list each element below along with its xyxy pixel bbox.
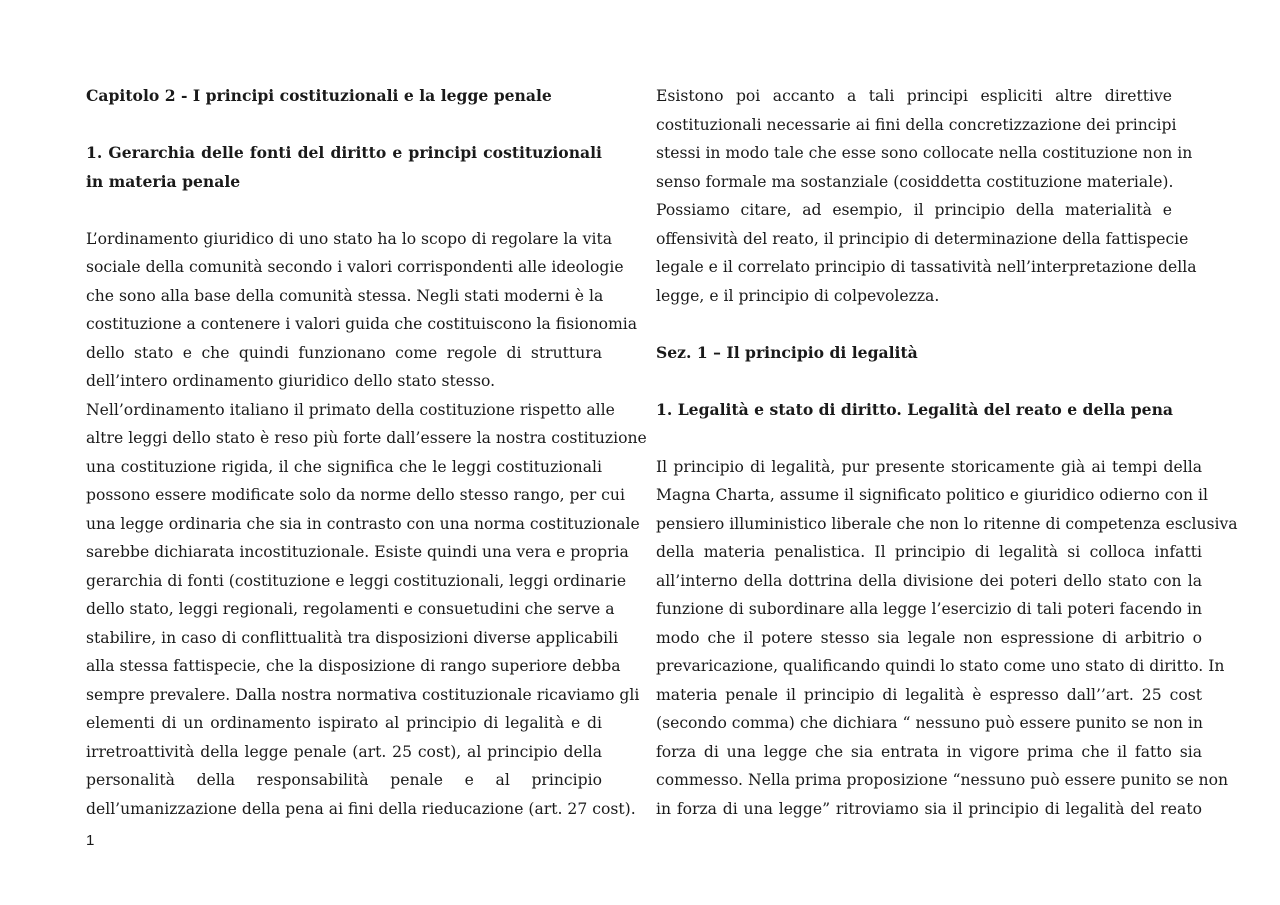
text-line: elementi di un ordinamento ispirato al principio di legalità e di: [86, 714, 602, 732]
text-line: una costituzione rigida, il che significa che le leggi costituzionali: [86, 457, 602, 476]
chapter-title: Capitolo 2 - I principi costituzionali e la legge penale: [86, 86, 552, 105]
spacer: [86, 111, 602, 140]
text-line: Il principio di legalità, pur presente storicamente già ai tempi della: [656, 457, 1202, 476]
text-line: materia penale il principio di legalità è espresso dall’’art. 25 cost: [656, 685, 1202, 704]
left-column: [86, 82, 647, 823]
text-line: irretroattività della legge penale (art. 25 cost), al principio della: [86, 742, 602, 761]
text-line: all’interno della dottrina della divisione dei poteri dello stato con la: [656, 571, 1202, 590]
text-line: legge, e il principio di colpevolezza.: [656, 286, 940, 305]
text-line: legale e il correlato principio di tassatività nell’interpretazione della: [656, 258, 1197, 276]
spacer: [656, 310, 1202, 339]
section-heading-line: in materia penale: [86, 171, 241, 191]
text-line: in forza di una legge” ritroviamo sia il principio di legalità del reato: [656, 799, 1202, 818]
spacer: [656, 367, 1202, 396]
text-line: Magna Charta, assume il significato politico e giuridico odierno con il: [656, 486, 1208, 504]
text-line: senso formale ma sostanziale (cosiddetta costituzione materiale).: [656, 172, 1174, 191]
text-line: della materia penalistica. Il principio di legalità si colloca infatti: [656, 543, 1202, 561]
text-line: L’ordinamento giuridico di uno stato ha lo scopo di regolare la vita: [86, 229, 613, 248]
text-line: alla stessa fattispecie, che la disposizione di rango superiore debba: [86, 657, 621, 675]
text-line: forza di una legge che sia entrata in vigore prima che il fatto sia: [656, 742, 1202, 761]
text-line: altre leggi dello stato è reso più forte dall’essere la nostra costituzione: [86, 429, 647, 447]
text-line: sarebbe dichiarata incostituzionale. Esiste quindi una vera e propria: [86, 543, 629, 561]
text-line: prevaricazione, qualificando quindi lo stato come uno stato di diritto. In: [656, 657, 1225, 675]
section-heading-line: 1. Gerarchia delle fonti del diritto e principi costituzionali: [86, 143, 602, 162]
text-line: Possiamo citare, ad esempio, il principio della materialità e: [656, 201, 1172, 219]
text-line: pensiero illuministico liberale che non lo ritenne di competenza esclusiva: [656, 514, 1238, 533]
text-line: dell’intero ordinamento giuridico dello stato stesso.: [86, 372, 496, 390]
text-line: personalità della responsabilità penale e al principio: [86, 771, 602, 789]
text-line: dello stato e che quindi funzionano come regole di struttura: [86, 343, 602, 362]
text-line: offensività del reato, il principio di determinazione della fattispecie: [656, 229, 1189, 248]
text-line: Nell’ordinamento italiano il primato della costituzione rispetto alle: [86, 400, 615, 419]
text-line: che sono alla base della comunità stessa. Negli stati moderni è la: [86, 286, 604, 305]
page-number: 1: [86, 832, 95, 849]
text-line: una legge ordinaria che sia in contrasto con una norma costituzionale: [86, 514, 640, 533]
paragraph: [656, 82, 1197, 310]
text-line: commesso. Nella prima proposizione “nessuno può essere punito se non: [656, 771, 1229, 789]
text-line: modo che il potere stesso sia legale non espressione di arbitrio o: [656, 628, 1202, 647]
text-line: costituzionali necessarie ai fini della concretizzazione dei principi: [656, 115, 1177, 134]
paragraph: [656, 453, 1238, 824]
text-line: sociale della comunità secondo i valori corrispondenti alle ideologie: [86, 258, 624, 276]
spacer: [86, 196, 602, 225]
text-line: (secondo comma) che dichiara “ nessuno può essere punito se non in: [656, 714, 1203, 732]
paragraph: [86, 396, 647, 824]
text-line: funzione di subordinare alla legge l’esercizio di tali poteri facendo in: [656, 600, 1202, 618]
text-line: possono essere modificate solo da norme dello stesso rango, per cui: [86, 486, 625, 504]
text-line: gerarchia di fonti (costituzione e leggi costituzionali, leggi ordinarie: [86, 571, 627, 590]
text-line: stabilire, in caso di conflittualità tra disposizioni diverse applicabili: [86, 628, 619, 647]
spacer: [656, 424, 1202, 453]
text-line: Esistono poi accanto a tali principi espliciti altre direttive: [656, 87, 1172, 105]
subsection-title: 1. Legalità e stato di diritto. Legalità del reato e della pena: [656, 399, 1174, 419]
text-line: dell’umanizzazione della pena ai fini della rieducazione (art. 27 cost).: [86, 799, 636, 818]
text-line: dello stato, leggi regionali, regolamenti e consuetudini che serve a: [86, 600, 615, 618]
paragraph: [86, 225, 638, 396]
text-line: stessi in modo tale che esse sono collocate nella costituzione non in: [656, 144, 1193, 162]
right-column: [656, 82, 1238, 823]
text-line: sempre prevalere. Dalla nostra normativa costituzionale ricaviamo gli: [86, 685, 640, 704]
section-title: Sez. 1 – Il principio di legalità: [656, 342, 918, 362]
text-line: costituzione a contenere i valori guida che costituiscono la fisionomia: [86, 315, 638, 333]
